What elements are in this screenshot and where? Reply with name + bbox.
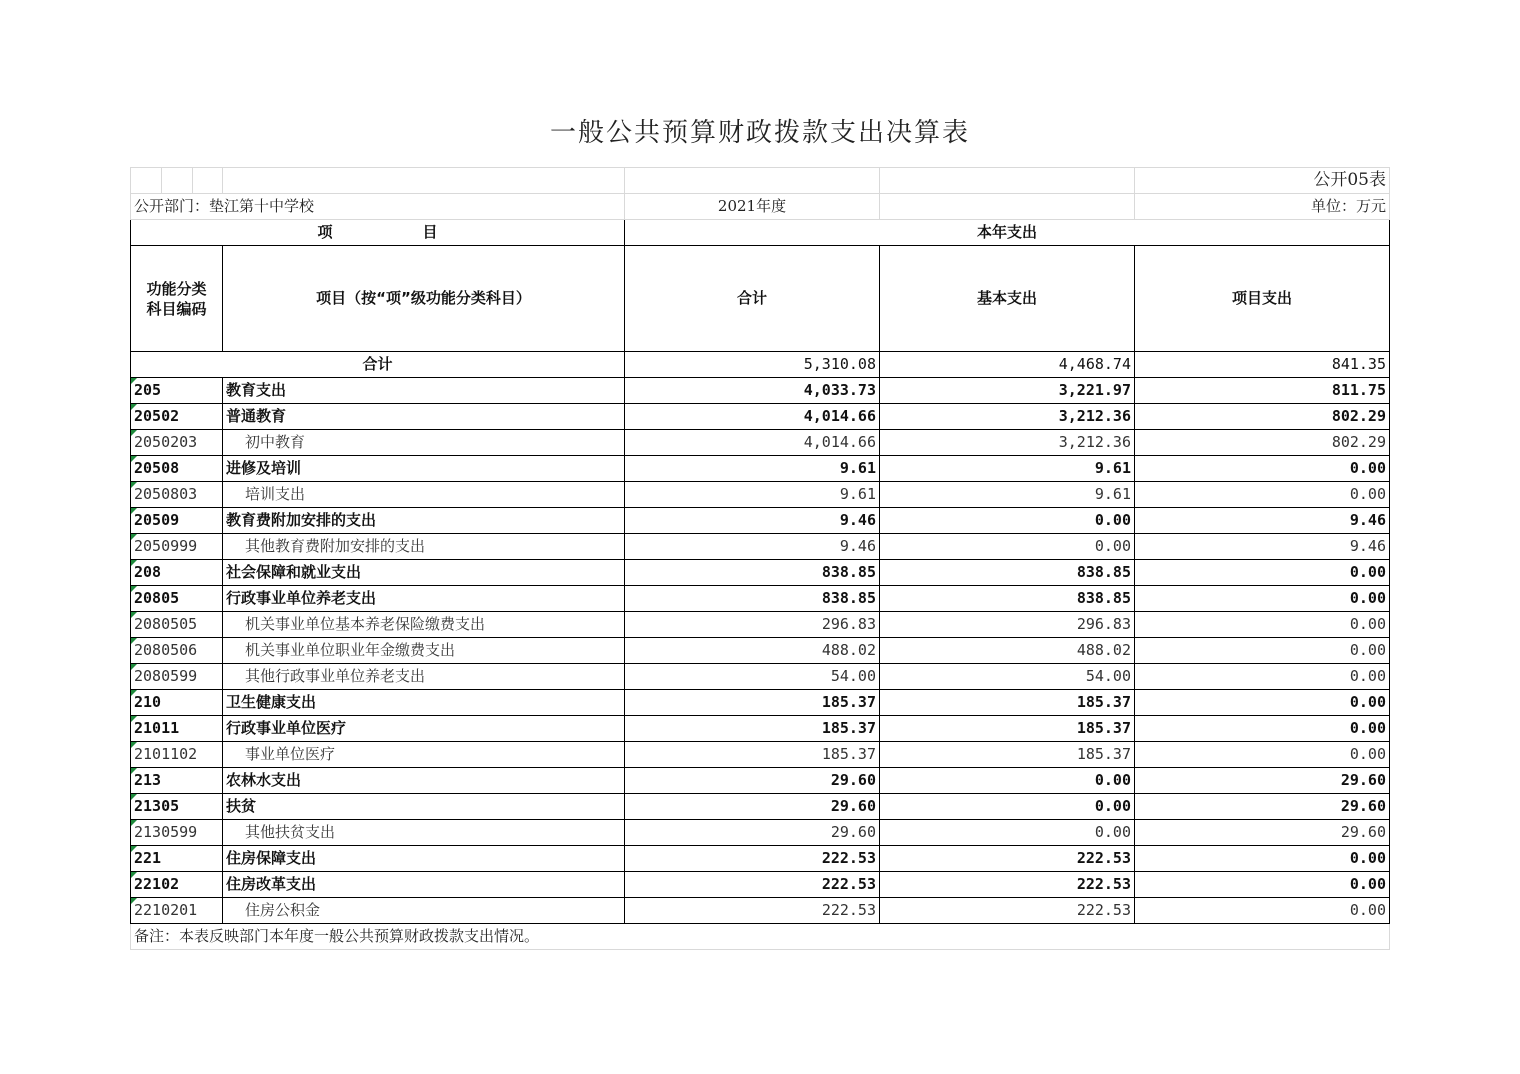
row-basic: 9.61 (880, 482, 1135, 508)
row-project: 0.00 (1135, 898, 1390, 924)
row-project: 0.00 (1135, 716, 1390, 742)
row-name: 住房改革支出 (223, 872, 625, 898)
row-name: 事业单位医疗 (223, 742, 625, 768)
row-basic: 0.00 (880, 820, 1135, 846)
row-code: 20805 (131, 586, 223, 612)
row-basic: 3,212.36 (880, 404, 1135, 430)
row-basic: 222.53 (880, 846, 1135, 872)
row-total: 222.53 (625, 872, 880, 898)
row-name: 教育费附加安排的支出 (223, 508, 625, 534)
table-row (131, 820, 1390, 846)
row-name: 社会保障和就业支出 (223, 560, 625, 586)
table-row (131, 716, 1390, 742)
row-total: 9.46 (625, 508, 880, 534)
row-code: 22102 (131, 872, 223, 898)
blank-cell (880, 168, 1135, 194)
page-title: 一般公共预算财政拨款支出决算表 (549, 118, 970, 148)
row-name: 其他教育费附加安排的支出 (223, 534, 625, 560)
row-total: 222.53 (625, 898, 880, 924)
note-text: 备注：本表反映部门本年度一般公共预算财政拨款支出情况。 (131, 924, 1390, 950)
header-project-column: 项目支出 (1135, 246, 1390, 352)
row-name: 培训支出 (223, 482, 625, 508)
row-project: 0.00 (1135, 742, 1390, 768)
row-project: 0.00 (1135, 560, 1390, 586)
row-code: 2050203 (131, 430, 223, 456)
row-basic: 222.53 (880, 898, 1135, 924)
row-project: 0.00 (1135, 612, 1390, 638)
table-row (131, 846, 1390, 872)
row-name: 进修及培训 (223, 456, 625, 482)
row-basic: 185.37 (880, 690, 1135, 716)
row-code: 2080505 (131, 612, 223, 638)
table-row (131, 482, 1390, 508)
row-total: 54.00 (625, 664, 880, 690)
blank-cell (193, 168, 223, 194)
row-basic: 296.83 (880, 612, 1135, 638)
row-code: 210 (131, 690, 223, 716)
row-name: 行政事业单位医疗 (223, 716, 625, 742)
row-total: 4,014.66 (625, 404, 880, 430)
blank-row (131, 168, 1390, 194)
table-row (131, 872, 1390, 898)
header-total-column: 合计 (625, 246, 880, 352)
unit-label: 单位：万元 (1135, 194, 1390, 220)
row-project: 802.29 (1135, 430, 1390, 456)
row-total: 488.02 (625, 638, 880, 664)
row-name: 住房保障支出 (223, 846, 625, 872)
header-row-1 (131, 220, 1390, 246)
blank-cell (223, 168, 625, 194)
row-name: 初中教育 (223, 430, 625, 456)
department-label: 公开部门：垫江第十中学校 (131, 194, 625, 220)
header-row-2 (131, 246, 1390, 352)
row-basic: 838.85 (880, 560, 1135, 586)
row-code: 20509 (131, 508, 223, 534)
row-total: 4,014.66 (625, 430, 880, 456)
row-total: 838.85 (625, 586, 880, 612)
table-row (131, 768, 1390, 794)
row-project: 29.60 (1135, 794, 1390, 820)
row-total: 185.37 (625, 690, 880, 716)
header-name-column: 项目（按“项”级功能分类科目） (223, 246, 625, 352)
header-code-line1: 功能分类 (146, 279, 207, 298)
row-total: 29.60 (625, 768, 880, 794)
row-basic: 3,212.36 (880, 430, 1135, 456)
row-project: 802.29 (1135, 404, 1390, 430)
row-name: 农林水支出 (223, 768, 625, 794)
row-total: 185.37 (625, 716, 880, 742)
row-code: 2130599 (131, 820, 223, 846)
blank-cell (162, 168, 193, 194)
row-project: 0.00 (1135, 456, 1390, 482)
row-name: 住房公积金 (223, 898, 625, 924)
table-row (131, 742, 1390, 768)
row-project: 0.00 (1135, 482, 1390, 508)
row-basic: 222.53 (880, 872, 1135, 898)
row-code: 2080506 (131, 638, 223, 664)
row-basic: 488.02 (880, 638, 1135, 664)
total-project: 841.35 (1135, 352, 1390, 378)
budget-table (130, 167, 1390, 950)
row-basic: 838.85 (880, 586, 1135, 612)
row-code: 21011 (131, 716, 223, 742)
table-row (131, 664, 1390, 690)
table-row (131, 430, 1390, 456)
row-basic: 3,221.97 (880, 378, 1135, 404)
row-basic: 0.00 (880, 508, 1135, 534)
row-project: 811.75 (1135, 378, 1390, 404)
row-total: 296.83 (625, 612, 880, 638)
row-code: 213 (131, 768, 223, 794)
row-name: 其他扶贫支出 (223, 820, 625, 846)
row-project: 0.00 (1135, 664, 1390, 690)
row-total: 29.60 (625, 794, 880, 820)
table-row (131, 378, 1390, 404)
row-total: 9.46 (625, 534, 880, 560)
row-name: 普通教育 (223, 404, 625, 430)
row-project: 9.46 (1135, 534, 1390, 560)
row-total: 185.37 (625, 742, 880, 768)
table-row (131, 508, 1390, 534)
row-project: 9.46 (1135, 508, 1390, 534)
row-project: 0.00 (1135, 846, 1390, 872)
row-project: 0.00 (1135, 690, 1390, 716)
row-name: 机关事业单位职业年金缴费支出 (223, 638, 625, 664)
row-code: 2101102 (131, 742, 223, 768)
row-name: 扶贫 (223, 794, 625, 820)
row-code: 2210201 (131, 898, 223, 924)
blank-cell (625, 168, 880, 194)
table-row (131, 586, 1390, 612)
row-code: 21305 (131, 794, 223, 820)
note-row (131, 924, 1390, 950)
table-row (131, 612, 1390, 638)
table-row (131, 404, 1390, 430)
header-basic-column: 基本支出 (880, 246, 1135, 352)
header-current-year: 本年支出 (625, 220, 1390, 246)
table-row (131, 690, 1390, 716)
row-basic: 0.00 (880, 768, 1135, 794)
year-label: 2021年度 (625, 194, 880, 220)
meta-row (131, 194, 1390, 220)
blank-cell (880, 194, 1135, 220)
row-code: 2050999 (131, 534, 223, 560)
row-code: 20508 (131, 456, 223, 482)
total-amount: 5,310.08 (625, 352, 880, 378)
row-total: 9.61 (625, 456, 880, 482)
row-total: 29.60 (625, 820, 880, 846)
row-project: 29.60 (1135, 820, 1390, 846)
table-row (131, 456, 1390, 482)
row-total: 4,033.73 (625, 378, 880, 404)
row-total: 9.61 (625, 482, 880, 508)
row-code: 205 (131, 378, 223, 404)
row-name: 其他行政事业单位养老支出 (223, 664, 625, 690)
row-total: 838.85 (625, 560, 880, 586)
row-code: 208 (131, 560, 223, 586)
total-basic: 4,468.74 (880, 352, 1135, 378)
row-basic: 54.00 (880, 664, 1135, 690)
row-project: 0.00 (1135, 638, 1390, 664)
header-code-line2: 科目编码 (146, 299, 207, 318)
total-row (131, 352, 1390, 378)
row-name: 机关事业单位基本养老保险缴费支出 (223, 612, 625, 638)
row-basic: 185.37 (880, 742, 1135, 768)
row-code: 221 (131, 846, 223, 872)
row-code: 2080599 (131, 664, 223, 690)
table-row (131, 560, 1390, 586)
row-basic: 185.37 (880, 716, 1135, 742)
total-label: 合计 (131, 352, 625, 378)
header-code-column (131, 246, 223, 352)
table-row (131, 638, 1390, 664)
table-row (131, 534, 1390, 560)
row-project: 0.00 (1135, 586, 1390, 612)
row-name: 教育支出 (223, 378, 625, 404)
table-row (131, 898, 1390, 924)
row-basic: 9.61 (880, 456, 1135, 482)
table-row (131, 794, 1390, 820)
row-code: 20502 (131, 404, 223, 430)
row-name: 卫生健康支出 (223, 690, 625, 716)
form-number: 公开05表 (1135, 168, 1390, 194)
row-total: 222.53 (625, 846, 880, 872)
row-basic: 0.00 (880, 534, 1135, 560)
blank-cell (131, 168, 162, 194)
row-project: 29.60 (1135, 768, 1390, 794)
row-basic: 0.00 (880, 794, 1135, 820)
header-item: 项 目 (131, 220, 625, 246)
row-name: 行政事业单位养老支出 (223, 586, 625, 612)
row-project: 0.00 (1135, 872, 1390, 898)
row-code: 2050803 (131, 482, 223, 508)
